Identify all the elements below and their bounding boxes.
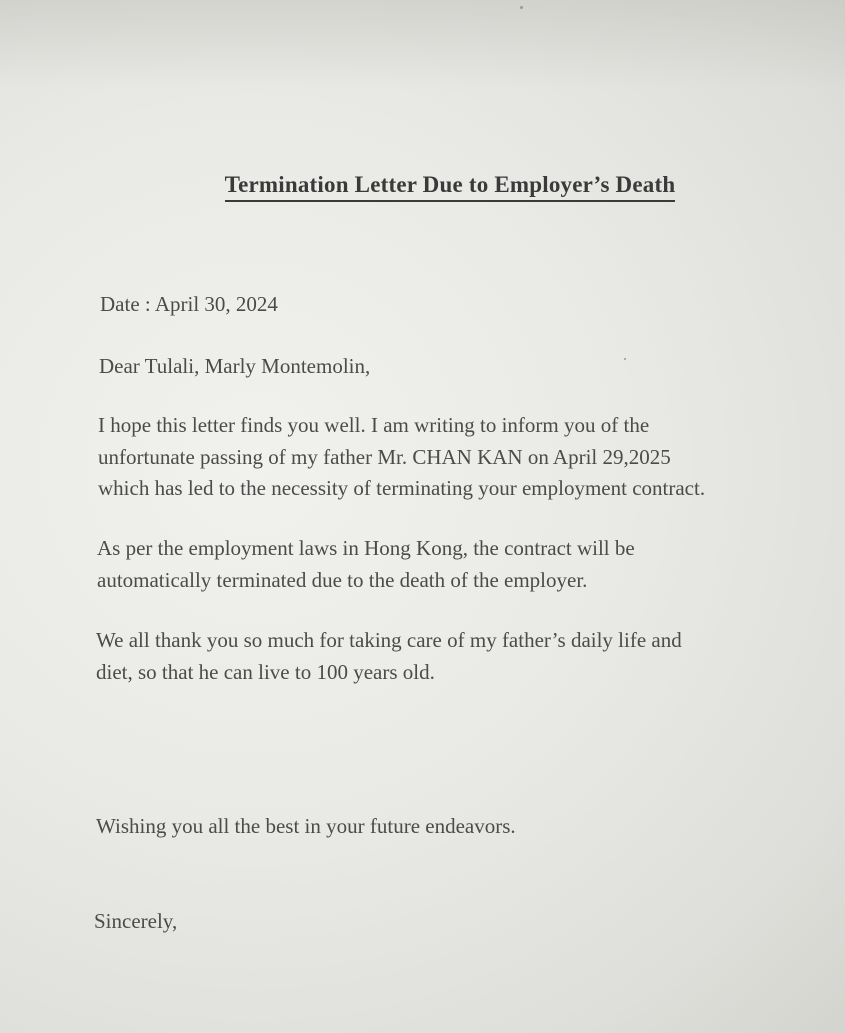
letter-date [100, 288, 278, 320]
paragraph-line: We all thank you so much for taking care of my father’s daily life and [96, 628, 682, 652]
letter-signoff: Sincerely, [94, 909, 178, 933]
letter-closing: Wishing you all the best in your future endeavors. [96, 814, 516, 838]
letter-salutation: Dear Tulali, Marly Montemolin, [99, 354, 371, 378]
paragraph-notice [98, 410, 705, 505]
paper-shadow [0, 0, 845, 90]
paragraph-line: automatically terminated due to the death of the employer. [97, 567, 588, 592]
paragraph-line: unfortunate passing of my father Mr. CHAN KAN on April 29,2025 [98, 444, 671, 469]
paragraph-line: diet, so that he can live to 100 years old. [96, 659, 435, 684]
paragraph-thanks [96, 625, 682, 688]
date-value: April 30, 2024 [154, 292, 278, 316]
paper-speck [624, 358, 626, 360]
paragraph-legal [97, 533, 635, 596]
letter-title [0, 170, 845, 202]
paragraph-line: I hope this letter finds you well. I am writing to inform you of the [98, 413, 650, 437]
date-label: Date : [100, 292, 155, 316]
letter-title-text: Termination Letter Due to Employer’s Death [225, 170, 676, 202]
paragraph-line: As per the employment laws in Hong Kong, the contract will be [97, 536, 635, 560]
paragraph-line: which has led to the necessity of terminating your employment contract. [98, 476, 706, 500]
paper-speck [520, 6, 523, 9]
